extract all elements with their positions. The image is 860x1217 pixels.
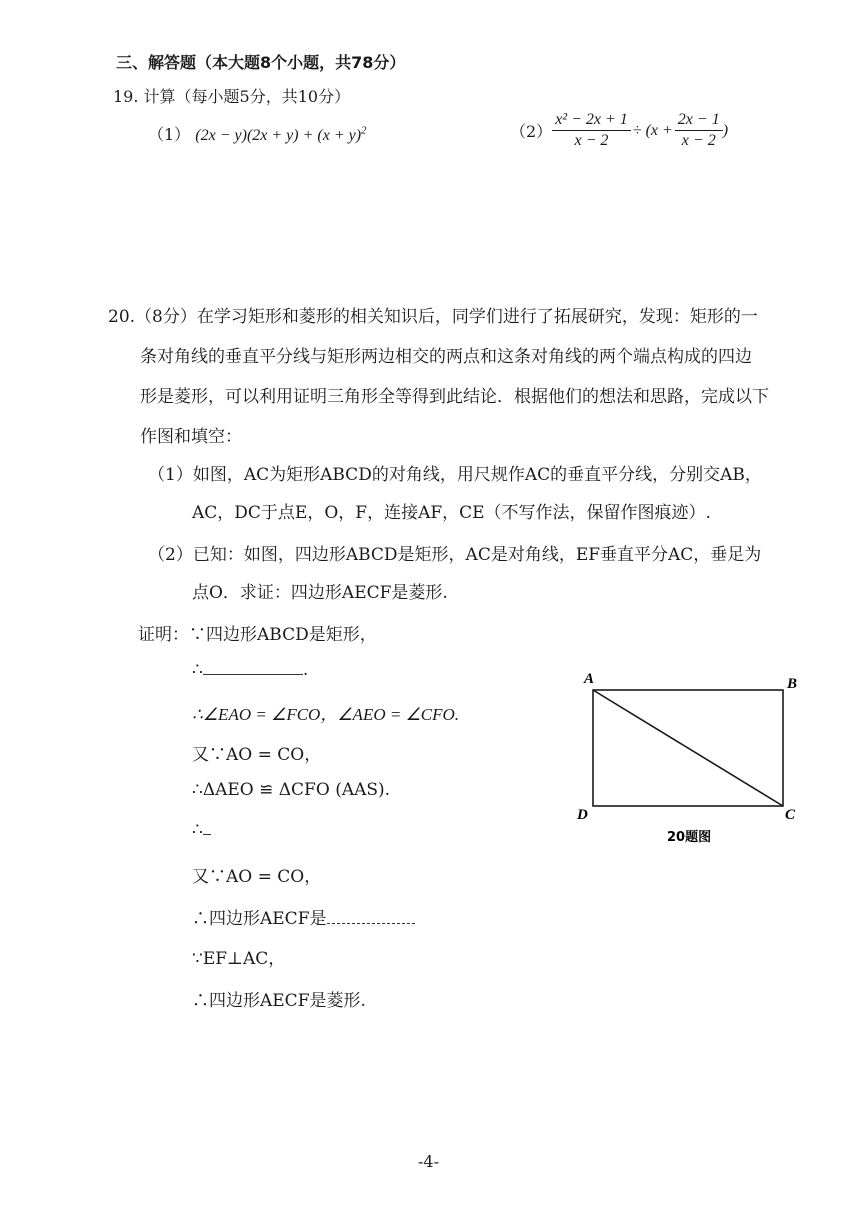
- q19-part1: [148, 122, 367, 145]
- q19-p2-close: ): [722, 121, 729, 139]
- proof-line-6: [192, 820, 211, 840]
- proof-line-10: ∴四边形AECF是菱形.: [192, 991, 366, 1011]
- proof-line-6-text: ∴: [192, 820, 203, 840]
- proof-line-5: ∴ΔAEO ≌ ΔCFO (AAS).: [192, 780, 391, 800]
- q19-p2-numerator: x² − 2x + 1: [552, 110, 631, 131]
- q20-part2-line2: 点O．求证：四边形AECF是菱形.: [192, 583, 448, 603]
- proof-line-2-text: ∴: [192, 660, 203, 680]
- diagonal-ac: [593, 690, 783, 806]
- q19-p2-fraction2: [675, 110, 723, 151]
- proof-line-8-text: ∴四边形AECF是: [192, 909, 327, 929]
- q20-part1-line2: AC，DC于点E，O，F，连接AF，CE（不写作法，保留作图痕迹）.: [192, 503, 711, 523]
- q19-number: 19.: [113, 87, 139, 106]
- q20-text-1: （8分）在学习矩形和菱形的相关知识后，同学们进行了拓展研究，发现：矩形的一: [135, 307, 758, 327]
- q19-part2: [510, 110, 728, 151]
- q19-p1-expr: (2x − y)(2x + y) + (x + y): [195, 127, 362, 144]
- proof-line-7: 又∵AO = CO，: [192, 867, 322, 887]
- label-b: B: [787, 676, 798, 692]
- proof-line-1: 证明：∵四边形ABCD是矩形，: [138, 625, 377, 645]
- q19-p1-exp: 2: [361, 124, 367, 137]
- q19-p2-label: （2）: [510, 122, 553, 141]
- q19-p1-label: （1）: [148, 125, 191, 144]
- q19-p2-denominator2: x − 2: [681, 132, 716, 149]
- proof-line-2: ∴ .: [192, 660, 309, 680]
- q19-p2-divide: ÷ (x +: [632, 121, 673, 139]
- q20-line-2: 条对角线的垂直平分线与矩形两边相交的两点和这条对角线的两个端点构成的四边: [140, 347, 752, 367]
- label-d: D: [577, 807, 588, 823]
- proof-line-3: ∴∠EAO = ∠FCO，∠AEO = ∠CFO.: [192, 705, 460, 724]
- page-number: -4-: [418, 1152, 439, 1171]
- q20-part1-line1: （1）如图，AC为矩形ABCD的对角线，用尺规作AC的垂直平分线，分别交AB，: [148, 465, 762, 485]
- label-c: C: [785, 807, 796, 823]
- q19-p2-numerator2: 2x − 1: [675, 110, 723, 131]
- rectangle-figure: [575, 668, 805, 858]
- section-title: 三、解答题（本大题8个小题，共78分）: [116, 53, 406, 72]
- proof-line-9: ∵EF⊥AC，: [192, 949, 286, 969]
- figure-caption: 20题图: [667, 830, 712, 845]
- proof-blank-1[interactable]: [203, 674, 303, 675]
- q19-label: 计算（每小题5分，共10分）: [143, 87, 351, 106]
- q19-p2-fraction: [552, 110, 631, 151]
- label-a: A: [584, 671, 595, 687]
- q19-header: [113, 84, 350, 107]
- q20-line-1: [108, 302, 758, 327]
- proof-blank-2[interactable]: [203, 834, 211, 835]
- q19-p2-denominator: x − 2: [574, 132, 609, 149]
- q20-part2-line1: （2）已知：如图，四边形ABCD是矩形，AC是对角线，EF垂直平分AC，垂足为: [148, 545, 762, 565]
- proof-line-4: 又∵AO = CO，: [192, 745, 322, 765]
- proof-blank-3[interactable]: [327, 923, 415, 924]
- q20-line-4: 作图和填空：: [140, 427, 242, 447]
- q20-number: 20.: [108, 307, 136, 327]
- q20-line-3: 形是菱形，可以利用证明三角形全等得到此结论．根据他们的想法和思路，完成以下: [140, 387, 769, 407]
- proof-line-8: [192, 904, 415, 929]
